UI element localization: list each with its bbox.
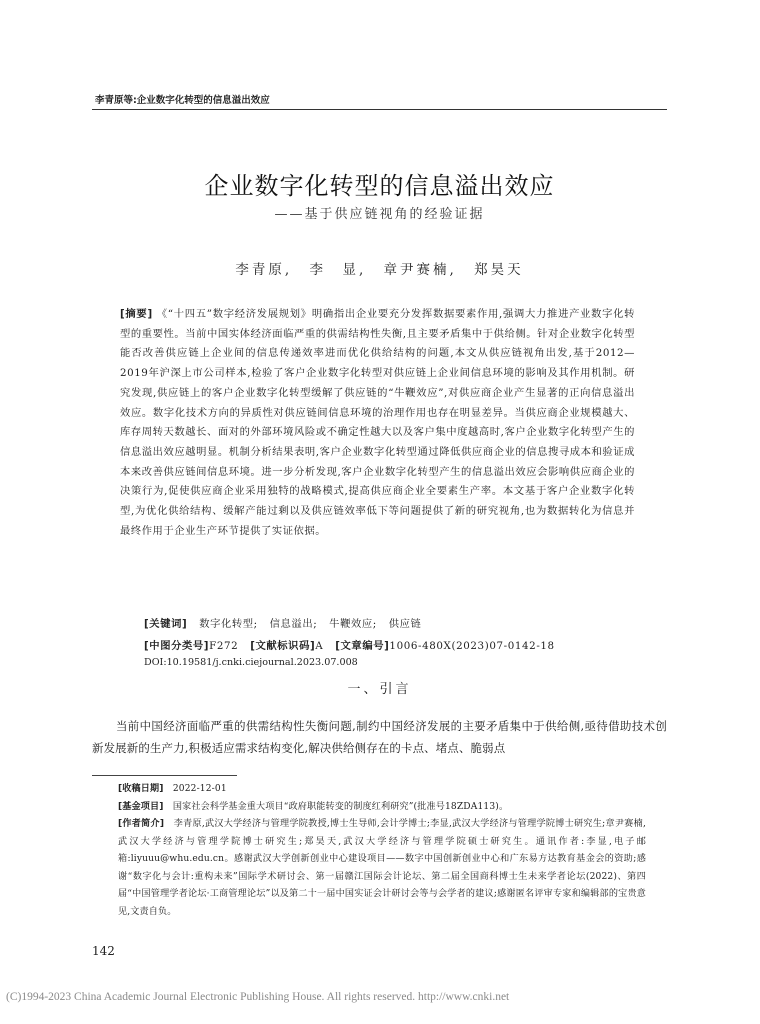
author-info-label: [作者简介] <box>118 819 165 829</box>
doi-link[interactable]: DOI:10.19581/j.cnki.ciejournal.2023.07.008 <box>144 657 358 668</box>
author-name[interactable]: 郑昊天 <box>474 262 524 278</box>
footnote-author <box>118 816 646 921</box>
body-paragraph: 当前中国经济面临严重的供需结构性失衡问题,制约中国经济发展的主要矛盾集中于供给侧,亟待借助技术创新发展新的生产力,积极适应需求结构变化,解决供给侧存在的卡点、堵点、脆弱点 <box>92 719 667 755</box>
clc-label: [中图分类号] <box>144 640 210 652</box>
abstract-label: [摘要] <box>120 308 153 320</box>
header-rule <box>92 109 667 110</box>
article-number-label: [文章编号] <box>335 640 390 652</box>
author-name[interactable]: 章尹赛楠, <box>383 262 457 278</box>
clc-value: F272 <box>209 640 239 652</box>
footnote-rule <box>92 775 237 776</box>
keyword[interactable]: 数字化转型; <box>199 618 258 630</box>
author-name[interactable]: 李 显, <box>309 262 367 278</box>
received-date: 2022-12-01 <box>172 784 227 794</box>
doc-code-label: [文献标识码] <box>250 640 316 652</box>
keyword[interactable]: 牛鞭效应; <box>329 618 377 630</box>
article-number-value: 1006-480X(2023)07-0142-18 <box>389 640 555 652</box>
keyword[interactable]: 信息溢出; <box>269 618 318 630</box>
footnotes <box>118 781 646 921</box>
classification-line <box>144 637 555 652</box>
fund-label: [基金项目] <box>118 801 164 812</box>
copyright-footer: (C)1994-2023 China Academic Journal Electronic Publishing House. All rights reserved. http://www.cnki.net <box>6 991 510 1003</box>
author-info-text: 李青原,武汉大学经济与管理学院教授,博士生导师,会计学博士;李显,武汉大学经济与管理学院博士研究生;章尹赛楠,武汉大学经济与管理学院博士研究生;郑昊天,武汉大学经济与管理学院硕士研究生。通讯作者:李显,电子邮箱:liyuuu@whu.edu.cn。感谢武汉大学创新创业中心建设项目——数字中国创新创业中心和广东易方达教育基金会的资助;感谢“数字化与会计:重构未来”国际学术研讨会、第一届赣江国际会计论坛、第二届全国商科博士生未来学者论坛(2022)、第四届“中国管理学者论坛·工商管理论坛”以及第二十一届中国实证会计研讨会等与会学者的建议;感谢匿名评审专家和编辑部的宝贵意见,文责自负。 <box>118 819 646 917</box>
abstract-text: 《“十四五”数字经济发展规划》明确指出企业要充分发挥数据要素作用,强调大力推进产业数字化转型的重要性。当前中国实体经济面临严重的供需结构性失衡,且主要矛盾集中于供给侧。针对企业数字化转型能否改善供应链上企业间的信息传递效率进而优化供给结构的问题,本文从供应链视角出发,基于2012—2019年沪深上市公司样本,检验了客户企业数字化转型对供应链上企业间信息环境的影响及其作用机制。研究发现,供应链上的客户企业数字化转型缓解了供应链的“牛鞭效应”,对供应商企业产生显著的正向信息溢出效应。数字化技术方向的异质性对供应链间信息环境的治理作用也存在明显差异。当供应商企业规模越大、库存周转天数越长、面对的外部环境风险或不确定性越大以及客户集中度越高时,客户企业数字化转型产生的信息溢出效应越明显。机制分析结果表明,客户企业数字化转型通过降低供应商企业的信息搜寻成本和验证成本来改善供应链间信息环境。进一步分析发现,客户企业数字化转型产生的信息溢出效应会影响供应商企业的决策行为,促使供应商企业采用独特的战略模式,提高供应商企业全要素生产率。本文基于客户企业数字化转型,为优化供给结构、缓解产能过剩以及供应链效率低下等问题提供了新的研究视角,也为数据转化为信息并最终作用于企业生产环节提供了实证依据。 <box>120 308 635 537</box>
page-number: 142 <box>92 944 115 958</box>
doc-code-value: A <box>315 640 324 652</box>
fund-text: 国家社会科学基金重大项目“政府职能转变的制度红利研究”(批准号18ZDA113)。 <box>172 801 509 812</box>
keywords <box>144 615 421 630</box>
author-list <box>92 258 667 278</box>
keyword[interactable]: 供应链 <box>388 618 422 630</box>
received-label: [收稿日期] <box>118 784 164 794</box>
paper-title: 企业数字化转型的信息溢出效应 <box>204 172 555 200</box>
section-heading: 一、引言 <box>347 682 412 697</box>
abstract <box>120 305 635 541</box>
paper-subtitle: ——基于供应链视角的经验证据 <box>274 207 485 222</box>
running-head: 李青原等:企业数字化转型的信息溢出效应 <box>95 95 270 106</box>
author-name[interactable]: 李青原, <box>235 262 293 278</box>
keywords-label: [关键词] <box>144 618 188 630</box>
footnote-fund <box>118 799 646 817</box>
footnote-received <box>118 781 646 799</box>
